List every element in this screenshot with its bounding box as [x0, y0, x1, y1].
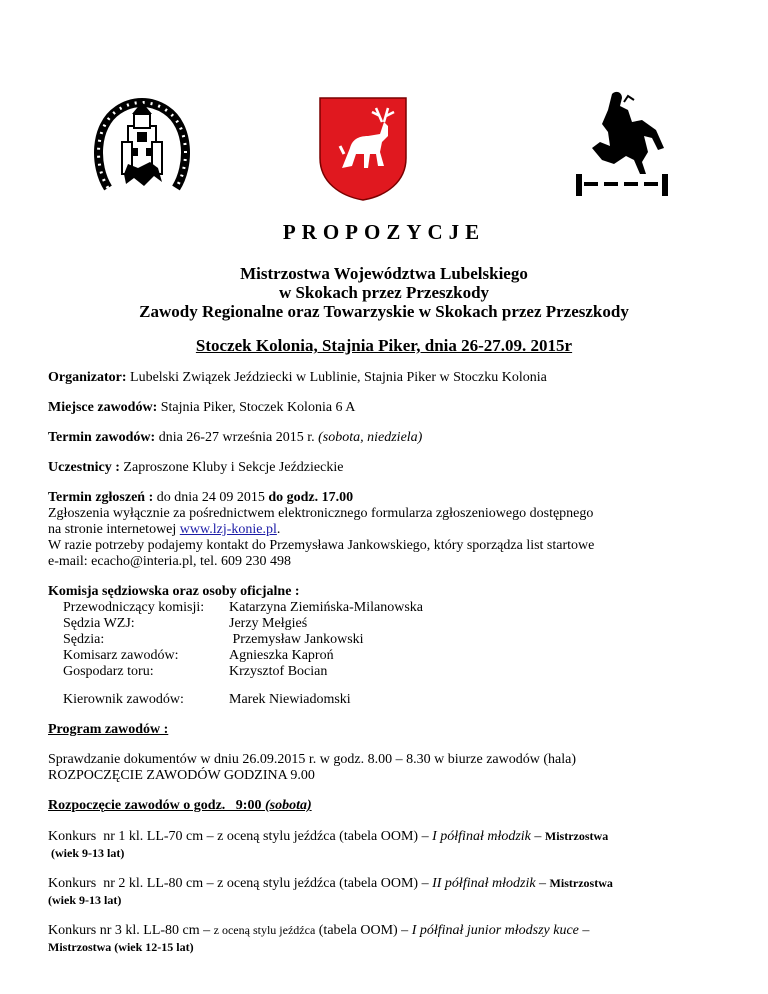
registration-info-2 — [48, 522, 728, 538]
registration-block — [48, 490, 728, 570]
venue-value: Stajnia Piker, Stoczek Kolonia 6 A — [157, 400, 356, 415]
jury-role: Sędzia: — [63, 632, 105, 647]
contest-dash: – — [530, 829, 545, 844]
logo-row — [0, 86, 768, 201]
event-subtitle — [0, 264, 768, 321]
jury-row — [48, 600, 728, 616]
registration-contact: e-mail: ecacho@interia.pl, tel. 609 230 498 — [48, 554, 292, 569]
contest-championship: Mistrzostwa — [549, 876, 613, 890]
jury-row — [48, 648, 728, 664]
registration-label: Termin zgłoszeń : — [48, 490, 154, 505]
lubelskie-coat-of-arms — [318, 96, 408, 201]
dates-value: dnia 26-27 września 2015 r. — [155, 430, 319, 445]
contest-dash: – — [535, 876, 550, 891]
jury-name: Katarzyna Ziemińska-Milanowska — [229, 600, 423, 615]
contest-line — [48, 828, 728, 845]
contest-item — [48, 875, 728, 908]
start-day: (sobota) — [264, 798, 312, 813]
contest-item — [48, 922, 728, 955]
venue-line — [48, 400, 728, 416]
jury-name: Przemysław Jankowski — [229, 632, 364, 647]
jury-heading: Komisja sędziowska oraz osoby oficjalne : — [48, 584, 300, 599]
contest-line — [48, 922, 728, 939]
jury-row-manager — [48, 692, 728, 708]
contest-main: Konkurs nr 3 kl. LL-80 cm – — [48, 923, 214, 938]
jury-row — [48, 632, 728, 648]
subtitle-line-2: w Skokach przez Przeszkody — [278, 283, 490, 302]
jury-gap — [48, 680, 728, 692]
contest-championship: Mistrzostwa — [544, 829, 609, 843]
program-heading: Program zawodów : — [48, 722, 169, 737]
jury-role: Kierownik zawodów: — [63, 692, 184, 707]
castle-horseshoe-logo — [88, 96, 196, 196]
jury-role: Gospodarz toru: — [63, 664, 154, 679]
document-body — [48, 370, 728, 969]
program-line-1: Sprawdzanie dokumentów w dniu 26.09.2015 r. w godz. 8.00 – 8.30 w biurze zawodów (hala) — [48, 752, 577, 767]
organizer-value: Lubelski Związek Jeździecki w Lublinie, Stajnia Piker w Stoczku Kolonia — [126, 370, 547, 385]
venue-label: Miejsce zawodów: — [48, 400, 158, 415]
contest-round: I półfinał junior młodszy kuce — [411, 923, 579, 938]
dates-label: Termin zawodów: — [48, 430, 156, 445]
registration-link[interactable]: www.lzj-konie.pl — [179, 522, 277, 537]
contest-main-rest: (tabela OOM) – — [315, 923, 412, 938]
registration-info-3: W razie potrzeby podajemy kontakt do Przemysława Jankowskiego, który sporządza list startowe — [48, 538, 595, 553]
contest-line — [48, 875, 728, 892]
show-jumping-horse-silhouette — [572, 86, 672, 196]
contest-item — [48, 828, 728, 861]
contest-main: Konkurs nr 1 kl. LL-70 cm – z oceną stylu jeźdźca (tabela OOM) – — [48, 829, 433, 844]
contest-age: (wiek 9-13 lat) — [48, 893, 122, 907]
registration-deadline — [48, 490, 728, 506]
participants-value: Zaproszone Kluby i Sekcje Jeździeckie — [119, 460, 344, 475]
dates-line — [48, 430, 728, 446]
contest-age: Mistrzostwa (wiek 12-15 lat) — [48, 940, 194, 954]
jury-role: Sędzia WZJ: — [63, 616, 135, 631]
registration-info-1: Zgłoszenia wyłącznie za pośrednictwem elektronicznego formularza zgłoszeniowego dostępnego — [48, 506, 594, 521]
start-line — [48, 798, 728, 814]
jury-name: Jerzy Mełgieś — [229, 616, 308, 631]
participants-line — [48, 460, 728, 476]
jury-name: Krzysztof Bocian — [229, 664, 328, 679]
contest-age: (wiek 9-13 lat) — [48, 846, 125, 860]
jury-row — [48, 664, 728, 680]
registration-hour: do godz. 17.00 — [268, 490, 354, 505]
registration-value: do dnia 24 09 2015 — [153, 490, 269, 505]
registration-info-2-text: na stronie internetowej — [48, 522, 180, 537]
subtitle-line-1: Mistrzostwa Województwa Lubelskiego — [240, 264, 528, 283]
program-heading-line — [48, 722, 728, 738]
event-place-date: Stoczek Kolonia, Stajnia Piker, dnia 26-27.09. 2015r — [195, 336, 573, 355]
organizer-line — [48, 370, 728, 386]
contest-round: I półfinał młodzik — [432, 829, 531, 844]
contest-dash: – — [578, 923, 590, 938]
registration-info-2-end: . — [276, 522, 281, 537]
contest-main-small: z oceną stylu jeźdźca — [213, 923, 316, 937]
jury-name: Marek Niewiadomski — [229, 692, 351, 707]
page-title: PROPOZYCJE — [282, 220, 486, 244]
program-block — [48, 752, 728, 784]
start-heading: Rozpoczęcie zawodów o godz. 9:00 — [48, 798, 265, 813]
program-line-2: ROZPOCZĘCIE ZAWODÓW GODZINA 9.00 — [48, 768, 315, 783]
jury-role: Komisarz zawodów: — [63, 648, 179, 663]
organizer-label: Organizator: — [48, 370, 127, 385]
participants-label: Uczestnicy : — [48, 460, 120, 475]
contest-main: Konkurs nr 2 kl. LL-80 cm – z oceną stylu jeźdźca (tabela OOM) – — [48, 876, 433, 891]
dates-days: (sobota, niedziela) — [318, 430, 423, 445]
jury-name: Agnieszka Kaproń — [229, 648, 334, 663]
subtitle-line-3: Zawody Regionalne oraz Towarzyskie w Skokach przez Przeszkody — [139, 302, 629, 321]
jury-block — [48, 584, 728, 708]
jury-role: Przewodniczący komisji: — [63, 600, 205, 615]
contest-round: II półfinał młodzik — [432, 876, 536, 891]
jury-row — [48, 616, 728, 632]
